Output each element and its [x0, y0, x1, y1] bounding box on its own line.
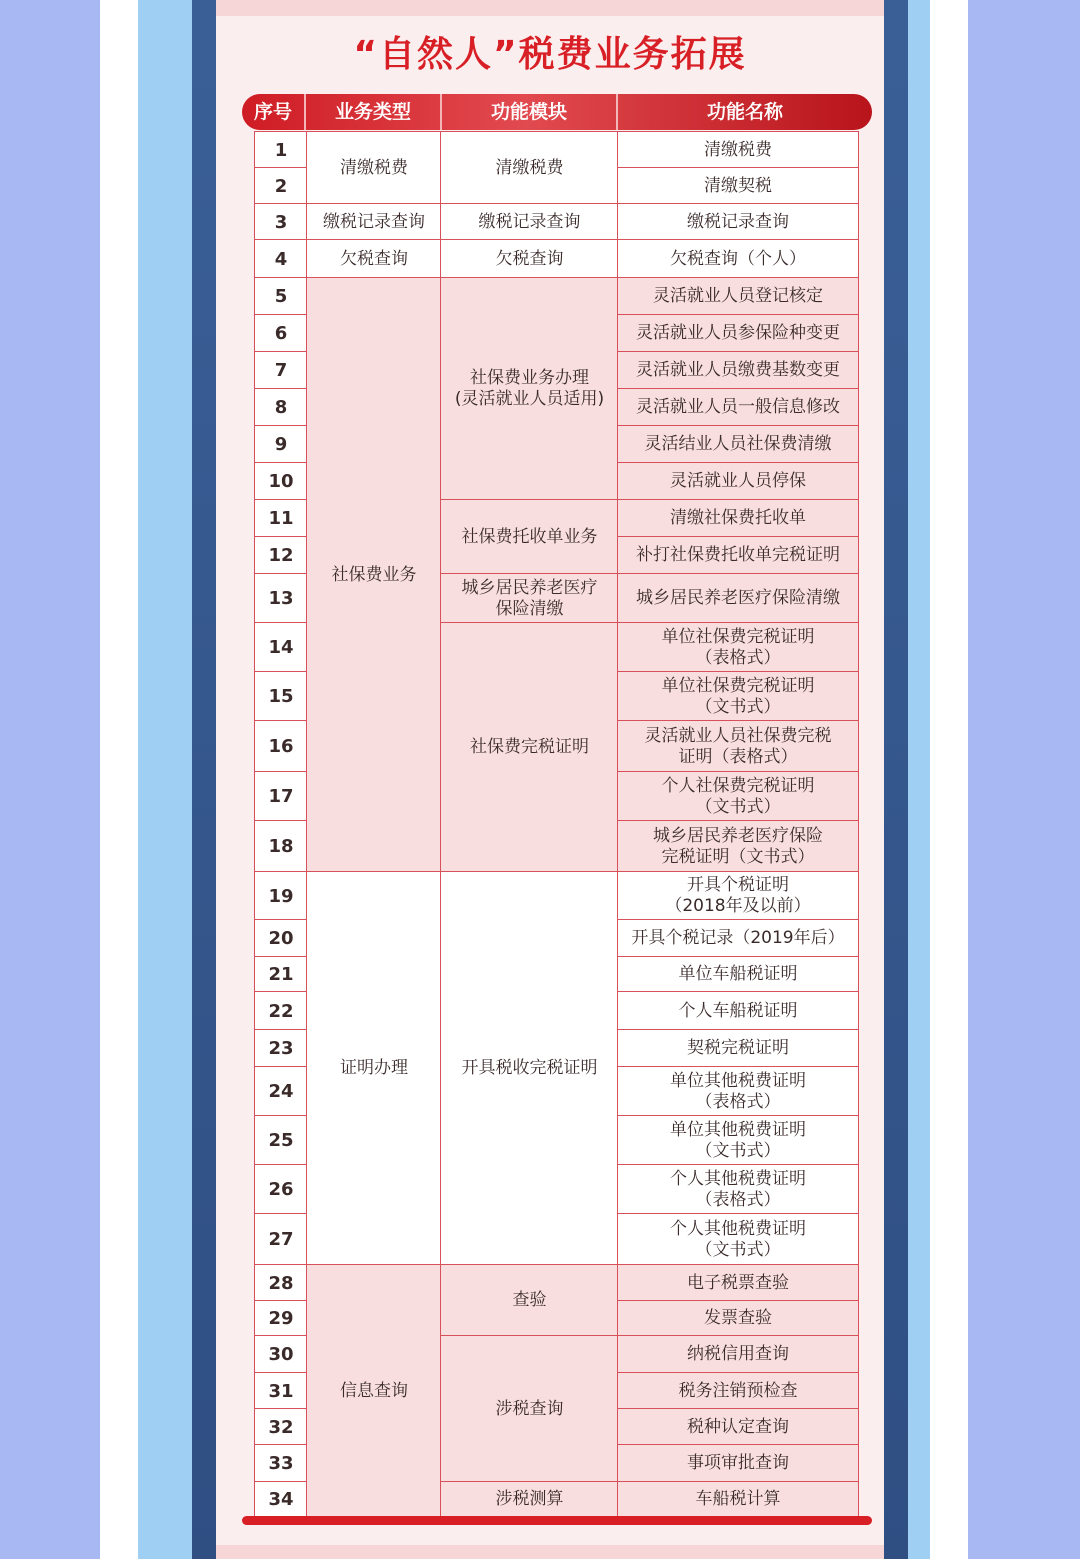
row-number: 20	[254, 919, 308, 958]
function-name-cell: 灵活就业人员缴费基数变更	[617, 351, 859, 390]
row-number: 11	[254, 499, 308, 538]
row-number: 6	[254, 314, 308, 353]
background-right-dark-stripe	[884, 0, 908, 1559]
table-bottom-bar	[242, 1516, 872, 1525]
row-number: 34	[254, 1481, 308, 1518]
function-name-cell: 纳税信用查询	[617, 1335, 859, 1374]
page-title: “自然人”税费业务拓展	[353, 34, 747, 75]
function-name-cell: 车船税计算	[617, 1481, 859, 1518]
row-number: 16	[254, 720, 308, 773]
function-name-cell: 电子税票查验	[617, 1264, 859, 1302]
module-cell: 涉税测算	[440, 1481, 619, 1518]
module-cell: 查验	[440, 1264, 619, 1337]
business-type-cell: 社保费业务	[306, 277, 442, 873]
module-cell: 社保费业务办理 (灵活就业人员适用)	[440, 277, 619, 501]
header-function-name: 功能名称	[706, 101, 783, 123]
row-number: 4	[254, 239, 308, 279]
function-name-cell: 开具个税证明 （2018年及以前）	[617, 871, 859, 921]
function-name-cell: 个人车船税证明	[617, 991, 859, 1031]
function-name-cell: 单位其他税费证明 （表格式）	[617, 1066, 859, 1117]
function-name-cell: 税种认定查询	[617, 1408, 859, 1446]
row-number: 33	[254, 1444, 308, 1483]
row-number: 25	[254, 1115, 308, 1166]
row-number: 14	[254, 622, 308, 673]
panel-bottom-strip	[216, 1545, 884, 1559]
row-number: 23	[254, 1029, 308, 1068]
row-number: 12	[254, 536, 308, 575]
function-name-cell: 灵活就业人员参保险种变更	[617, 314, 859, 353]
function-name-cell: 发票查验	[617, 1300, 859, 1337]
function-name-cell: 税务注销预检查	[617, 1372, 859, 1410]
header-index: 序号	[253, 101, 292, 123]
row-number: 29	[254, 1300, 308, 1337]
function-name-cell: 单位社保费完税证明 （文书式）	[617, 671, 859, 722]
row-number: 30	[254, 1335, 308, 1374]
module-cell: 社保费托收单业务	[440, 499, 619, 575]
table-header	[242, 94, 872, 130]
function-name-cell: 灵活就业人员社保费完税 证明（表格式）	[617, 720, 859, 773]
row-number: 26	[254, 1164, 308, 1215]
module-cell: 开具税收完税证明	[440, 871, 619, 1266]
function-name-cell: 事项审批查询	[617, 1444, 859, 1483]
row-number: 15	[254, 671, 308, 722]
business-type-cell: 欠税查询	[306, 239, 442, 279]
module-cell: 涉税查询	[440, 1335, 619, 1483]
function-name-cell: 单位车船税证明	[617, 956, 859, 993]
row-number: 8	[254, 388, 308, 427]
row-number: 18	[254, 820, 308, 873]
function-name-cell: 缴税记录查询	[617, 203, 859, 241]
function-name-cell: 单位社保费完税证明 （表格式）	[617, 622, 859, 673]
function-name-cell: 个人社保费完税证明 （文书式）	[617, 771, 859, 822]
row-number: 19	[254, 871, 308, 921]
function-name-cell: 城乡居民养老医疗保险 完税证明（文书式）	[617, 820, 859, 873]
row-number: 13	[254, 573, 308, 624]
business-type-cell: 清缴税费	[306, 131, 442, 205]
header-module: 功能模块	[490, 101, 567, 123]
function-name-cell: 开具个税记录（2019年后）	[617, 919, 859, 958]
module-cell: 清缴税费	[440, 131, 619, 205]
module-cell: 欠税查询	[440, 239, 619, 279]
function-name-cell: 清缴税费	[617, 131, 859, 169]
row-number: 28	[254, 1264, 308, 1302]
function-name-cell: 契税完税证明	[617, 1029, 859, 1068]
business-type-cell: 缴税记录查询	[306, 203, 442, 241]
module-cell: 城乡居民养老医疗 保险清缴	[440, 573, 619, 624]
row-number: 5	[254, 277, 308, 316]
function-name-cell: 个人其他税费证明 （文书式）	[617, 1213, 859, 1266]
row-number: 1	[254, 131, 308, 169]
header-business-type: 业务类型	[334, 101, 411, 123]
row-number: 31	[254, 1372, 308, 1410]
row-number: 21	[254, 956, 308, 993]
function-name-cell: 灵活就业人员一般信息修改	[617, 388, 859, 427]
row-number: 22	[254, 991, 308, 1031]
row-number: 17	[254, 771, 308, 822]
row-number: 24	[254, 1066, 308, 1117]
business-type-cell: 信息查询	[306, 1264, 442, 1518]
panel-top-strip	[216, 0, 884, 16]
function-name-cell: 欠税查询（个人）	[617, 239, 859, 279]
row-number: 3	[254, 203, 308, 241]
function-name-cell: 灵活就业人员停保	[617, 462, 859, 501]
module-cell: 社保费完税证明	[440, 622, 619, 873]
row-number: 32	[254, 1408, 308, 1446]
module-cell: 缴税记录查询	[440, 203, 619, 241]
business-type-cell: 证明办理	[306, 871, 442, 1266]
function-name-cell: 个人其他税费证明 （表格式）	[617, 1164, 859, 1215]
row-number: 2	[254, 167, 308, 205]
row-number: 7	[254, 351, 308, 390]
function-name-cell: 城乡居民养老医疗保险清缴	[617, 573, 859, 624]
function-name-cell: 补打社保费托收单完税证明	[617, 536, 859, 575]
row-number: 9	[254, 425, 308, 464]
background-left-dark-stripe	[192, 0, 216, 1559]
function-name-cell: 灵活就业人员登记核定	[617, 277, 859, 316]
row-number: 10	[254, 462, 308, 501]
function-name-cell: 清缴社保费托收单	[617, 499, 859, 538]
function-name-cell: 清缴契税	[617, 167, 859, 205]
row-number: 27	[254, 1213, 308, 1266]
function-name-cell: 单位其他税费证明 （文书式）	[617, 1115, 859, 1166]
function-name-cell: 灵活结业人员社保费清缴	[617, 425, 859, 464]
